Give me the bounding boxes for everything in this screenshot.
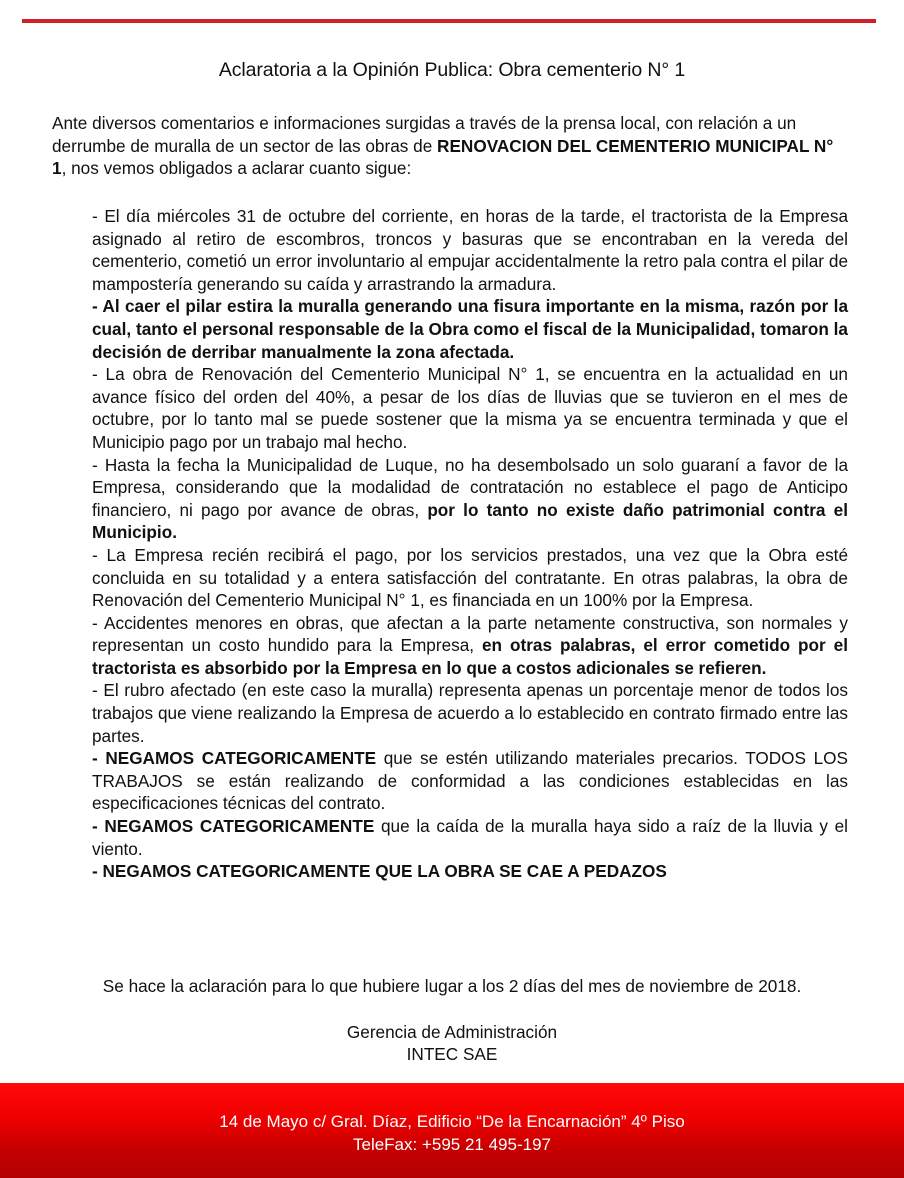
statement-item [92,860,848,883]
footer-phone: TeleFax: +595 21 495-197 [352,1135,551,1154]
item-bold-text: - NEGAMOS CATEGORICAMENTE QUE LA OBRA SE CAE A PEDAZOS [92,861,667,882]
item-bold-text: - NEGAMOS CATEGORICAMENTE [92,816,375,837]
intro-text-end: , nos vemos obligados a aclarar cuanto sigue: [61,158,412,178]
statement-item [92,363,848,453]
statement-item [92,679,848,747]
item-text: - La Empresa recién recibirá el pago, por los servicios prestados, una vez que la Obra esté concluida en su totalidad y a entera satisfacción del contratante. En otras palabras, la obra de Renovación del Cementerio Municipal N° 1, es financiada en un 100% por la Empresa. [92,544,848,611]
item-bold-text: - Al caer el pilar estira la muralla generando una fisura importante en la misma, razón por la cual, tanto el personal responsable de la Obra como el fiscal de la Municipalidad, tomaron la decisión de derribar manualmente la zona afectada. [92,296,848,362]
item-text: - Hasta la fecha la Municipalidad de Luque, no ha desembolsado un solo guaraní a favor de la Empresa, considerando que la modalidad de contratación no establece el pago de Anticipo financiero, ni pago por avance de obras, [92,454,848,520]
closing-statement: Se hace la aclaración para lo que hubiere lugar a los 2 días del mes de noviembre de 2018. [102,976,802,996]
footer-banner [0,1083,904,1178]
footer-address: 14 de Mayo c/ Gral. Díaz, Edificio “De la Encarnación” 4º Piso [219,1112,685,1131]
item-text: - El rubro afectado (en este caso la muralla) representa apenas un porcentaje menor de todos los trabajos que viene realizando la Empresa de acuerdo a lo establecido en contrato firmado entre las partes. [92,680,848,746]
document-title: Aclaratoria a la Opinión Publica: Obra cementerio N° 1 [218,59,686,81]
signature-company: INTEC SAE [406,1044,498,1064]
signature-block [0,1021,904,1065]
item-text: que se estén utilizando materiales precarios. TODOS LOS TRABAJOS se están realizando de conformidad a las condiciones establecidas en las especificaciones técnicas del contrato. [92,748,849,814]
item-text: que la caída de la muralla haya sido a raíz de la lluvia y el viento. [92,816,848,859]
statement-item [92,612,848,680]
intro-text: Ante diversos comentarios e informaciones surgidas a través de la prensa local, con relación a un derrumbe de muralla de un sector de las obras de [52,113,797,156]
header-rule [22,19,876,23]
intro-paragraph [52,112,850,180]
statement-item [92,747,848,815]
statement-item [92,205,848,295]
item-text: - El día miércoles 31 de octubre del corriente, en horas de la tarde, el tractorista de la Empresa asignado al retiro de escombros, troncos y basuras que se encontraban en la vereda del cementerio, cometió un error involuntario al empujar accidentalmente la retro pala contra el pilar de mampostería generando su caída y arrastrando la armadura. [92,206,848,294]
item-text: - Accidentes menores en obras, que afectan a la parte netamente constructiva, son normales y representan un costo hundido para la Empresa, [92,612,848,656]
statement-item [92,815,848,860]
statement-item [92,295,848,363]
statement-list [92,205,848,883]
item-bold-text: por lo tanto no existe daño patrimonial contra el Municipio. [92,499,848,543]
statement-item [92,454,848,544]
item-bold-text: - NEGAMOS CATEGORICAMENTE [92,748,377,769]
signature-department: Gerencia de Administración [346,1022,558,1042]
intro-bold-project: RENOVACION DEL CEMENTERIO MUNICIPAL N° 1 [52,135,834,178]
statement-item [92,544,848,612]
item-bold-text: en otras palabras, el error cometido por el tractorista es absorbido por la Empresa en lo que a costos adicionales se refieren. [92,635,848,678]
item-text: - La obra de Renovación del Cementerio Municipal N° 1, se encuentra en la actualidad en un avance físico del orden del 40%, a pesar de los días de lluvias que se tuvieron en el mes de octubre, por lo tanto mal se puede sostener que la misma ya se encuentra terminada y que el Municipio pago por un trabajo mal hecho. [92,364,848,452]
